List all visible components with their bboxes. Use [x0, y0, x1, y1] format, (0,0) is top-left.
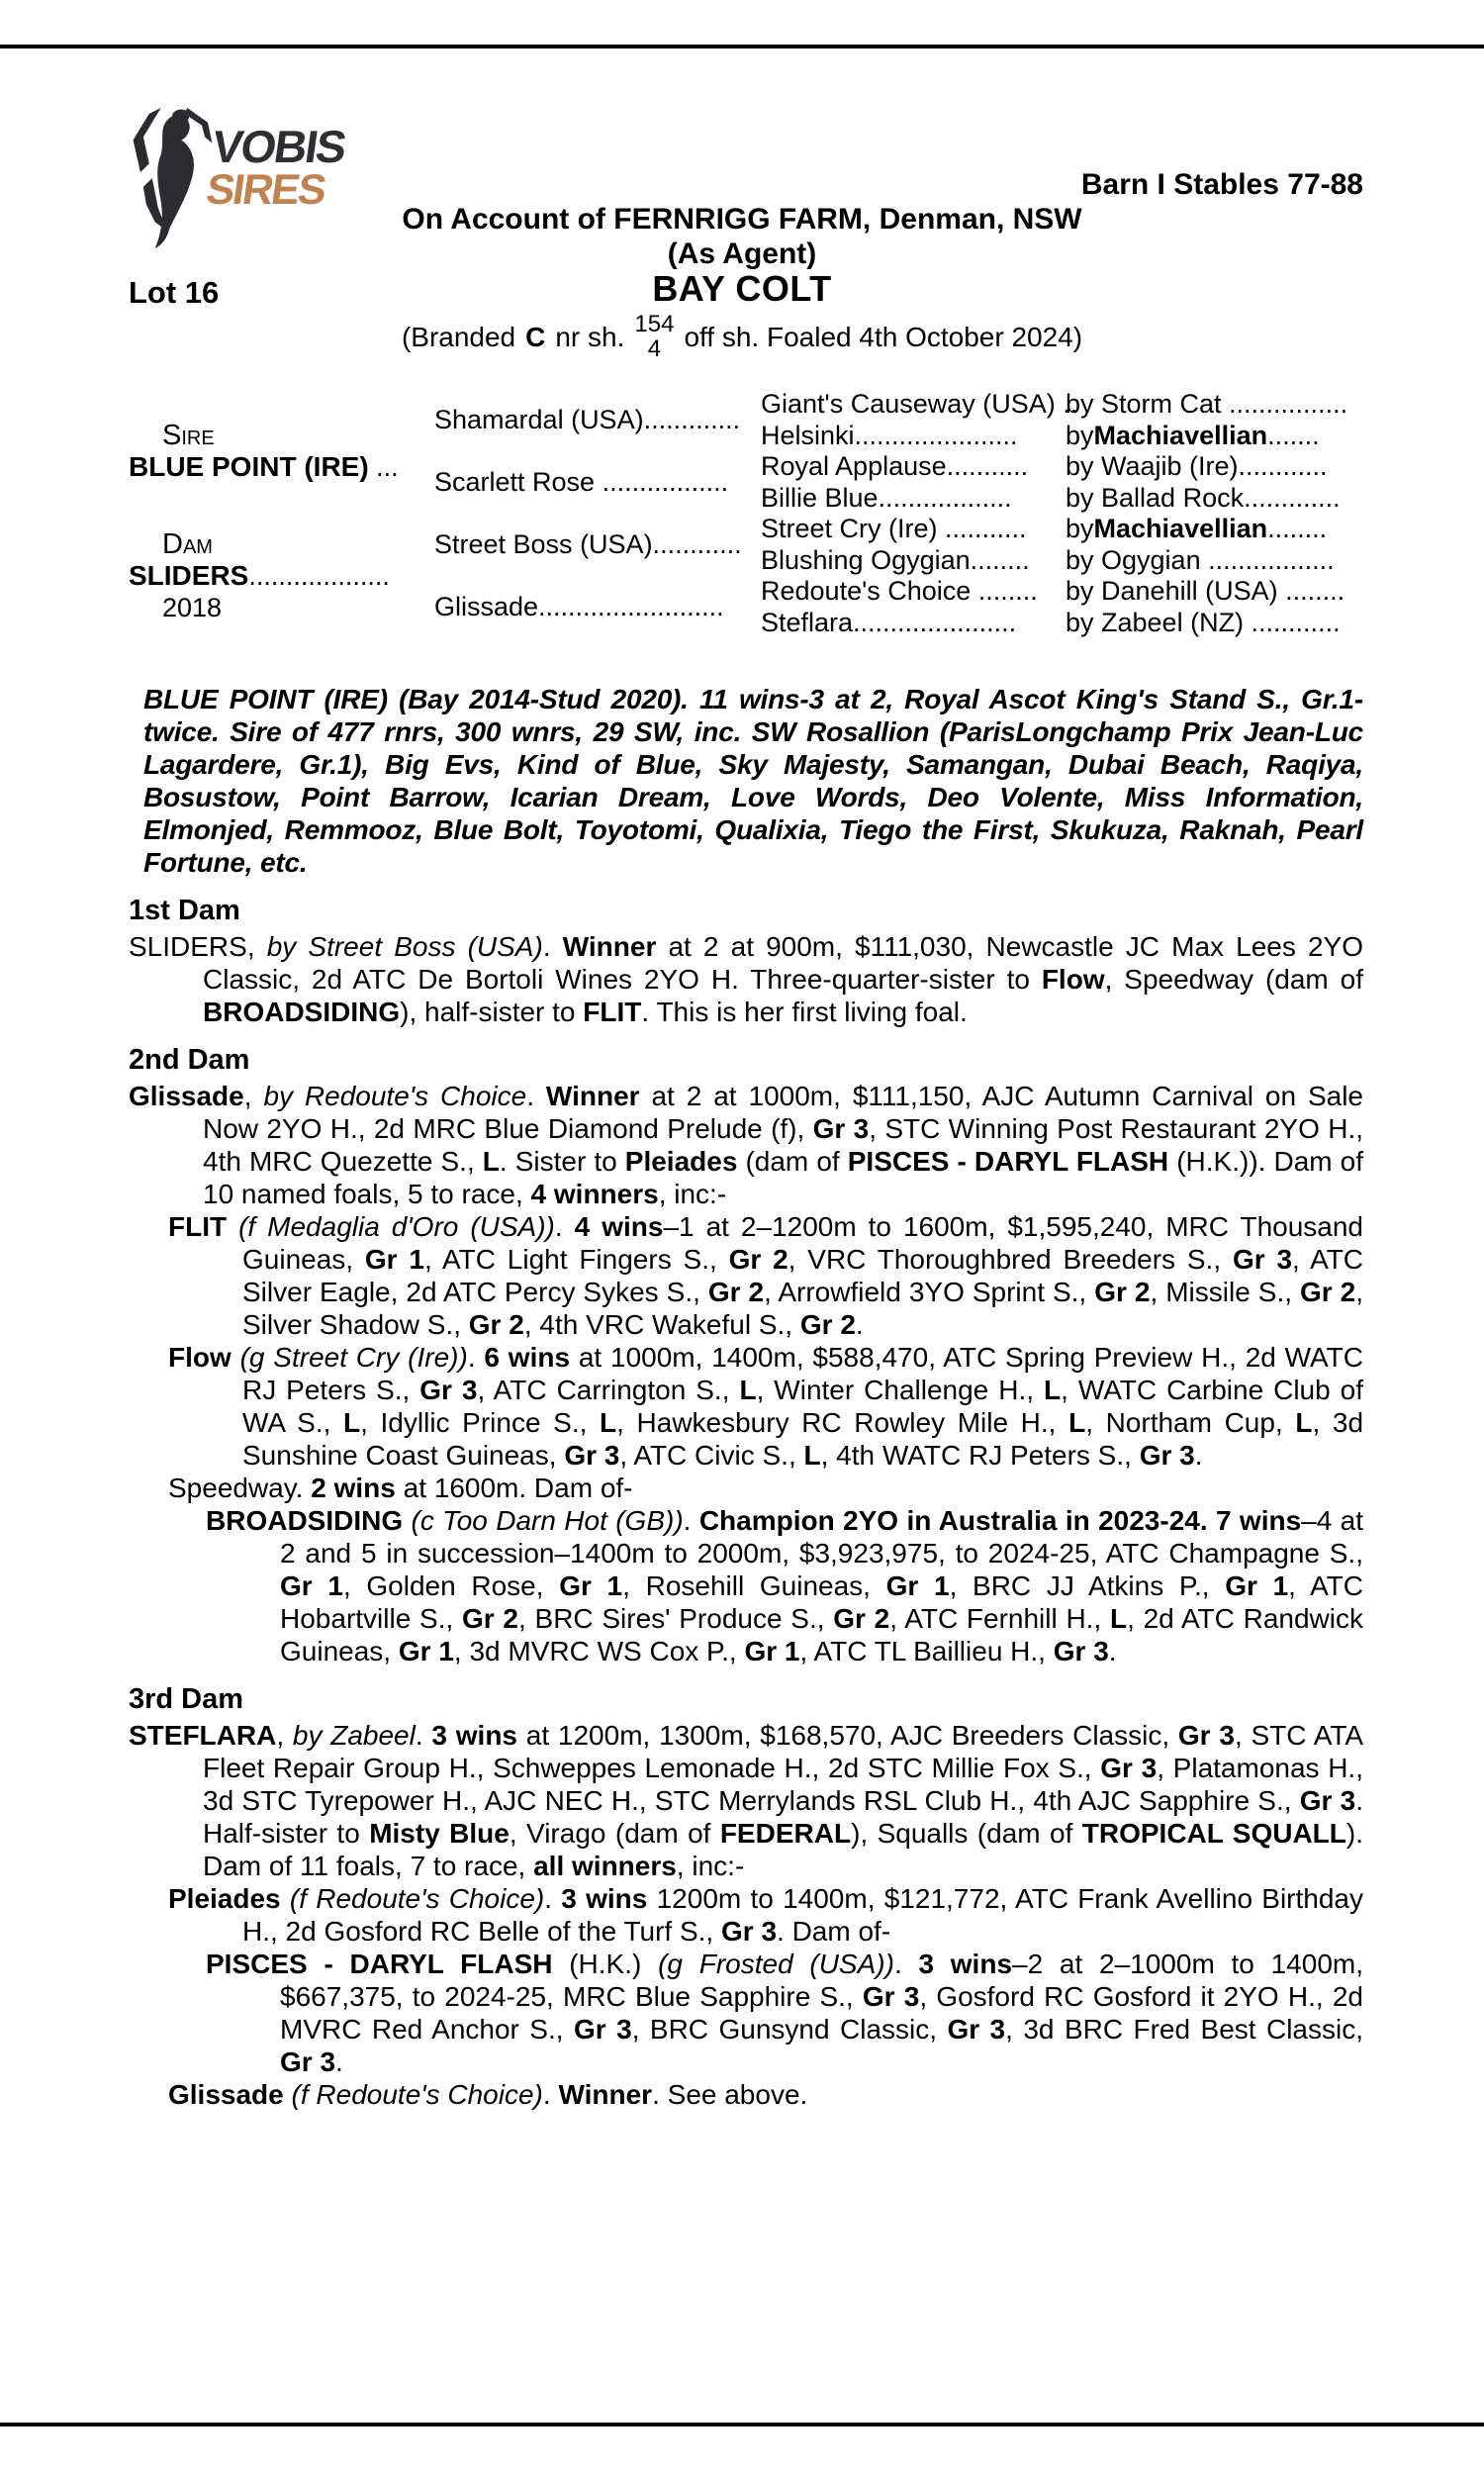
pedigree-entry: [129, 1210, 1363, 1341]
text-segment: [284, 2079, 292, 2110]
text-segment: by: [1066, 514, 1094, 543]
text-segment: , Idyllic Prince S.,: [360, 1407, 601, 1438]
text-segment: , ATC Light Fingers S.,: [423, 1244, 729, 1275]
pedigree-entry: [129, 1341, 1363, 1472]
text-segment: , BRC Sires' Produce S.,: [518, 1603, 834, 1634]
text-segment: (f Medaglia d'Oro (USA)): [238, 1211, 555, 1242]
text-segment: SLIDERS,: [129, 931, 267, 962]
pedigree-gen3-name: Street Cry (Ire) ...........: [761, 514, 1027, 543]
text-segment: , 3d BRC Fred Best Classic,: [1005, 2014, 1363, 2045]
text-segment: , ATC Fernhill H.,: [889, 1603, 1110, 1634]
pedigree-gen2-name: Glissade.........................: [434, 591, 724, 621]
text-segment: at 1600m. Dam of-: [395, 1473, 633, 1503]
text-segment: .: [526, 1081, 546, 1111]
text-segment: L: [600, 1407, 617, 1438]
text-segment: , Silver Shadow S.,: [242, 1277, 1364, 1340]
text-segment: by Storm Cat ................: [1066, 389, 1348, 419]
text-segment: Pleiades: [624, 1146, 738, 1177]
brand-number-bottom: 4: [647, 335, 662, 362]
text-segment: BROADSIDING: [206, 1505, 404, 1536]
text-segment: , 3d MVRC WS Cox P.,: [453, 1636, 745, 1666]
text-segment: Flow: [1041, 964, 1105, 995]
text-segment: BLUE POINT (IRE): [129, 451, 369, 482]
text-segment: .: [893, 1949, 919, 1979]
horse-title: BAY COLT: [652, 268, 832, 309]
text-segment: ,: [276, 1720, 293, 1751]
text-segment: [281, 1883, 290, 1914]
text-segment: [403, 1505, 411, 1536]
text-segment: 4 winners: [530, 1179, 659, 1209]
text-segment: Gr 3: [720, 1916, 778, 1947]
text-segment: , ATC Hobartville S.,: [280, 1570, 1363, 1634]
pedigree-gen3-name: Steflara......................: [761, 607, 1017, 637]
pedigree-gen3-by: [1066, 545, 1369, 577]
dam-section-heading: 2nd Dam: [129, 1044, 250, 1076]
text-segment: by Danehill (USA) ........: [1066, 576, 1345, 606]
pedigree-dam-cell: [129, 514, 434, 638]
branding-line: [0, 313, 1484, 362]
text-segment: , ATC Carrington S.,: [477, 1375, 740, 1405]
text-segment: Gr 1: [1225, 1570, 1289, 1601]
pedigree-gen3-name: Helsinki......................: [761, 420, 1018, 450]
text-segment: Gr 2: [462, 1603, 518, 1634]
text-segment: TROPICAL SQUALL: [1081, 1818, 1346, 1849]
text-segment: . This is her first living foal.: [641, 997, 968, 1027]
text-segment: by Zabeel: [292, 1720, 416, 1751]
text-segment: , STC ATA Fleet Repair Group H., Schweppes Lemonade H., 2d STC Millie Fox S.,: [203, 1720, 1364, 1783]
text-segment: (H.K.)). Dam of 10 named foals, 5 to race,: [203, 1146, 1364, 1209]
sire-label: Sire: [162, 420, 215, 451]
text-segment: ). Dam of 11 foals, 7 to race,: [203, 1818, 1363, 1881]
text-segment: at 2 at 900m, $111,030, Newcastle JC Max Lees 2YO Classic, 2d ATC De Bortoli Wines 2YO H. Three-quarter-sister to: [203, 931, 1363, 995]
text-segment: L: [1295, 1407, 1313, 1438]
text-segment: at 1200m, 1300m, $168,570, AJC Breeders Classic,: [517, 1720, 1178, 1751]
text-segment: 4 wins: [574, 1211, 664, 1242]
text-segment: [232, 1342, 240, 1373]
text-segment: Gr 3: [1299, 1785, 1356, 1816]
logo-vobis-text: VOBIS: [209, 121, 348, 172]
dam-name: [129, 560, 434, 592]
text-segment: .: [683, 1505, 699, 1536]
barn-stables-label: Barn I Stables 77-88: [1080, 168, 1363, 201]
text-segment: , BRC Gunsynd Classic,: [631, 2014, 948, 2045]
brand-number-top: 154: [634, 311, 675, 337]
text-segment: by Ogygian .................: [1066, 544, 1335, 575]
text-segment: .: [1194, 1440, 1203, 1471]
text-segment: Gr 2: [1094, 1277, 1151, 1307]
pedigree-entry: [129, 1472, 1363, 1504]
text-segment: , 4th WATC RJ Peters S.,: [820, 1440, 1140, 1471]
dam-label: Dam: [162, 528, 213, 560]
pedigree-gen3-name: Blushing Ogygian........: [761, 544, 1030, 575]
text-segment: .: [467, 1342, 485, 1373]
text-segment: Gr 2: [707, 1277, 765, 1307]
dam-sections: [129, 895, 1363, 2111]
text-segment: .: [1108, 1636, 1117, 1666]
text-segment: ), Squalls (dam of: [851, 1818, 1082, 1849]
top-divider: [0, 45, 1484, 48]
text-segment: PISCES - DARYL FLASH: [206, 1949, 553, 1979]
text-segment: .......: [1267, 420, 1320, 450]
text-segment: ), half-sister to: [400, 997, 584, 1027]
text-segment: Gr 1: [398, 1636, 454, 1666]
dam-section-heading: 3rd Dam: [129, 1683, 244, 1715]
text-segment: Glissade: [129, 1081, 244, 1111]
text-segment: Gr 3: [419, 1375, 478, 1405]
text-segment: (c Too Darn Hot (GB)): [411, 1505, 684, 1536]
lot-number: Lot 16: [129, 275, 220, 310]
pedigree-entry: [129, 1948, 1363, 2078]
text-segment: FLIT: [583, 997, 642, 1027]
pedigree-gen2-name: Street Boss (USA)............: [434, 528, 742, 559]
text-segment: , Platamonas H., 3d STC Tyrepower H., AJC NEC H., STC Merrylands RSL Club H., 4th AJC Sapphire S.,: [203, 1753, 1363, 1816]
text-segment: Winner: [558, 2079, 653, 2110]
agent-line: (As Agent): [667, 238, 817, 270]
text-segment: , WATC Carbine Club of WA S.,: [242, 1375, 1364, 1438]
text-segment: BLUE POINT (IRE) (Bay 2014-Stud 2020). 11 wins-3 at 2, Royal Ascot King's Stand S., Gr.1-twice. Sire of 477 rnrs, 300 wnrs, 29 SW, inc. SW Rosallion (ParisLongchamp Prix Jean-Luc Lagardere, Gr.1), Big Evs, Kind of Blue, Sky Majesty, Samangan, Dubai Beach, Raqiya, Bosustow, Point Barrow, Icarian Dream, Love Words, Deo Volente, Miss Information, Elmonjed, Remmooz, Blue Bolt, Toyotomi, Qualixia, Tiego the First, Skukuza, Raknah, Pearl Fortune, etc.: [143, 684, 1363, 878]
text-segment: , Speedway (dam of: [1104, 964, 1363, 995]
text-segment: Gr 2: [799, 1309, 856, 1340]
logo-sires-text: SIRES: [203, 166, 328, 214]
text-segment: Speedway.: [168, 1473, 312, 1503]
pedigree-entry: [129, 930, 1363, 1028]
text-segment: Machiavellian: [1093, 514, 1268, 543]
text-segment: Winner: [562, 931, 657, 962]
text-segment: by Redoute's Choice: [263, 1081, 527, 1111]
text-segment: L: [739, 1375, 757, 1405]
sire-summary-paragraph: [129, 683, 1363, 879]
text-segment: Gr 1: [744, 1636, 800, 1666]
text-segment: Gr 3: [1177, 1720, 1235, 1751]
text-segment: .: [415, 1720, 432, 1751]
text-segment: (dam of: [737, 1146, 848, 1177]
pedigree-gen3-by: [1066, 576, 1369, 608]
text-segment: Gr 3: [573, 2014, 632, 2045]
pedigree-gen2-name: Scarlett Rose .................: [434, 466, 729, 497]
text-segment: –2 at 2–1000m to 1400m, $667,375, to 2024-25, MRC Blue Sapphire S.,: [280, 1949, 1363, 2012]
text-segment: ,: [243, 1081, 264, 1111]
pedigree-gen3-name: Redoute's Choice ........: [761, 576, 1038, 606]
text-segment: Gr 2: [468, 1309, 524, 1340]
text-segment: by: [1066, 420, 1094, 450]
text-segment: Gr 2: [1300, 1277, 1356, 1307]
text-segment: , VRC Thoroughbred Breeders S.,: [788, 1244, 1233, 1275]
pedigree-gen3-by: [1066, 389, 1369, 421]
text-segment: Gr 1: [280, 1570, 343, 1601]
text-segment: , ATC Civic S.,: [619, 1440, 804, 1471]
text-segment: ...: [368, 452, 399, 482]
text-segment: , Missile S.,: [1150, 1277, 1300, 1307]
text-segment: Gr 1: [364, 1244, 424, 1275]
pedigree-entry: [129, 1882, 1363, 1948]
branded-suffix: off sh. Foaled 4th October 2024): [684, 322, 1083, 352]
text-segment: by Street Boss (USA): [266, 931, 543, 962]
text-segment: L: [1109, 1603, 1128, 1634]
text-segment: Gr 3: [1053, 1636, 1109, 1666]
text-segment: 3 wins: [918, 1949, 1013, 1979]
text-segment: , Northam Cup,: [1085, 1407, 1296, 1438]
pedigree-gen3-name: Giant's Causeway (USA) ..: [761, 389, 1078, 419]
text-segment: 3 wins: [431, 1720, 518, 1751]
pedigree-gen3-name: Royal Applause...........: [761, 451, 1029, 481]
text-segment: (g Street Cry (Ire)): [239, 1342, 468, 1373]
dam-section-heading: 1st Dam: [129, 895, 240, 926]
pedigree-entry: [129, 1080, 1363, 1210]
text-segment: Gr 2: [728, 1244, 788, 1275]
text-segment: , Winter Challenge H.,: [756, 1375, 1044, 1405]
text-segment: .: [554, 1211, 575, 1242]
pedigree-gen2-name: Shamardal (USA).............: [434, 404, 741, 434]
text-segment: Misty Blue: [369, 1818, 510, 1849]
text-segment: . Half-sister to: [203, 1785, 1363, 1849]
text-segment: SLIDERS: [129, 560, 249, 591]
text-segment: .: [335, 2046, 343, 2077]
pedigree-gen3-by: [1066, 421, 1369, 452]
text-segment: 6 wins: [484, 1342, 571, 1373]
text-segment: , 3d Sunshine Coast Guineas,: [242, 1407, 1364, 1471]
bottom-divider: [0, 2423, 1484, 2426]
brand-number-fraction: [634, 312, 674, 361]
dam-year: 2018: [162, 593, 223, 622]
text-segment: –4 at 2 and 5 in succession–1400m to 2000m, $3,923,975, to 2024-25, ATC Champagne S.,: [280, 1505, 1364, 1569]
text-segment: , BRC JJ Atkins P.,: [949, 1570, 1226, 1601]
text-segment: 3 wins: [561, 1883, 648, 1914]
text-segment: –1 at 2–1200m to 1600m, $1,595,240, MRC Thousand Guineas,: [242, 1211, 1364, 1275]
text-segment: , 4th VRC Wakeful S.,: [523, 1309, 800, 1340]
pedigree-entry: [129, 1504, 1363, 1667]
text-segment: all winners: [533, 1851, 677, 1881]
text-segment: (f Redoute's Choice): [291, 2079, 543, 2110]
text-segment: , STC Winning Post Restaurant 2YO H., 4th MRC Quezette S.,: [203, 1113, 1363, 1177]
text-segment: Gr 3: [564, 1440, 620, 1471]
text-segment: Winner: [545, 1081, 640, 1111]
text-segment: .: [542, 931, 563, 962]
text-segment: . Sister to: [499, 1146, 625, 1177]
text-segment: , Gosford RC Gosford it 2YO H., 2d MVRC Red Anchor S.,: [280, 1981, 1364, 2045]
pedigree-gen3-by: [1066, 483, 1369, 515]
pedigree-entry: [129, 2078, 1363, 2111]
text-segment: L: [1043, 1375, 1062, 1405]
text-segment: , ATC Silver Eagle, 2d ATC Percy Sykes S.,: [242, 1244, 1364, 1307]
text-segment: [227, 1211, 238, 1242]
text-segment: Gr 1: [885, 1570, 950, 1601]
text-segment: , Virago (dam of: [509, 1818, 720, 1849]
text-segment: , Hawkesbury RC Rowley Mile H.,: [616, 1407, 1069, 1438]
text-segment: Gr 3: [812, 1113, 870, 1144]
catalogue-text: [129, 683, 1363, 2111]
account-line: On Account of FERNRIGG FARM, Denman, NSW: [402, 203, 1082, 236]
text-segment: Gr 1: [559, 1570, 623, 1601]
pedigree-gen3-by: [1066, 451, 1369, 483]
text-segment: , inc:-: [676, 1851, 745, 1881]
text-segment: .: [855, 1309, 864, 1340]
branded-prefix: (Branded: [401, 322, 516, 352]
text-segment: , ATC TL Baillieu H.,: [799, 1636, 1054, 1666]
text-segment: , Rosehill Guineas,: [622, 1570, 886, 1601]
text-segment: .: [544, 1883, 562, 1914]
pedigree-gen3-by: [1066, 514, 1369, 545]
text-segment: .: [542, 2079, 559, 2110]
text-segment: Flow: [168, 1342, 232, 1373]
text-segment: Machiavellian: [1093, 420, 1268, 450]
text-segment: , inc:-: [658, 1179, 727, 1209]
text-segment: L: [482, 1146, 500, 1177]
text-segment: STEFLARA: [129, 1720, 277, 1751]
text-segment: (f Redoute's Choice): [289, 1883, 545, 1914]
text-segment: , Arrowfield 3YO Sprint S.,: [764, 1277, 1095, 1307]
text-segment: L: [343, 1407, 361, 1438]
text-segment: Gr 3: [1100, 1753, 1158, 1783]
text-segment: Gr 3: [280, 2046, 336, 2077]
text-segment: at 2 at 1000m, $111,150, AJC Autumn Carnival on Sale Now 2YO H., 2d MRC Blue Diamond Prelude (f),: [203, 1081, 1364, 1144]
branded-nr-sh: nr sh.: [555, 322, 625, 352]
text-segment: BROADSIDING: [203, 997, 401, 1027]
pedigree-gen3-by: [1066, 608, 1369, 639]
text-segment: ...................: [248, 561, 390, 591]
pedigree-entry: [129, 1719, 1363, 1882]
sire-name: [129, 451, 434, 483]
text-segment: . Dam of-: [777, 1916, 891, 1947]
pedigree-gen3-name: Billie Blue..................: [761, 482, 1012, 513]
text-segment: FEDERAL: [719, 1818, 852, 1849]
text-segment: . See above.: [652, 2079, 808, 2110]
text-segment: at 1000m, 1400m, $588,470, ATC Spring Preview H., 2d WATC RJ Peters S.,: [242, 1342, 1363, 1405]
brand-letter: C: [525, 322, 546, 352]
text-segment: (H.K.): [552, 1949, 659, 1979]
text-segment: by Waajib (Ire)............: [1066, 451, 1328, 481]
text-segment: , 2d ATC Randwick Guineas,: [280, 1603, 1363, 1666]
text-segment: Glissade: [168, 2079, 284, 2110]
text-segment: 1200m to 1400m, $121,772, ATC Frank Avellino Birthday H., 2d Gosford RC Belle of the Turf S.,: [242, 1883, 1364, 1947]
text-segment: , Golden Rose,: [342, 1570, 560, 1601]
text-segment: ........: [1267, 514, 1328, 543]
text-segment: by Zabeel (NZ) ............: [1066, 607, 1341, 637]
text-segment: (g Frosted (USA)): [658, 1949, 894, 1979]
text-segment: FLIT: [168, 1211, 228, 1242]
text-segment: L: [803, 1440, 821, 1471]
text-segment: Champion 2YO in Australia in 2023-24. 7 wins: [698, 1505, 1302, 1536]
text-segment: 2 wins: [311, 1473, 396, 1503]
pedigree-table: [129, 389, 1369, 638]
text-segment: Gr 3: [1139, 1440, 1195, 1471]
text-segment: Gr 3: [862, 1981, 920, 2012]
pedigree-sire-cell: [129, 389, 434, 514]
text-segment: by Ballad Rock.............: [1066, 482, 1341, 513]
text-segment: Gr 3: [1232, 1244, 1293, 1275]
text-segment: Gr 3: [947, 2014, 1006, 2045]
text-segment: PISCES - DARYL FLASH: [847, 1146, 1169, 1177]
text-segment: Pleiades: [168, 1883, 281, 1914]
text-segment: L: [1068, 1407, 1086, 1438]
text-segment: Gr 2: [833, 1603, 890, 1634]
